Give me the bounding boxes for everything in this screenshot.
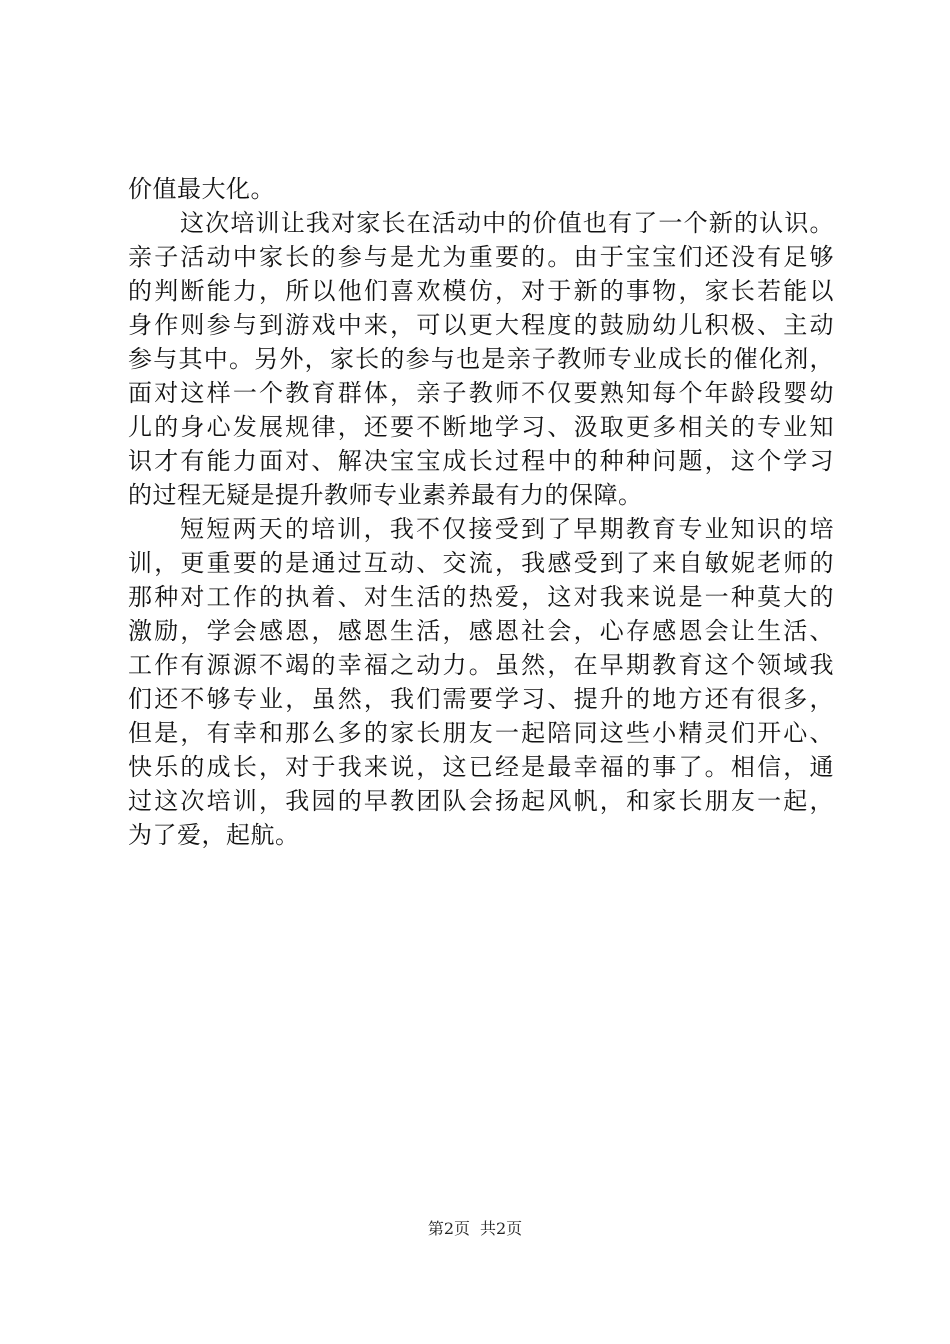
text-line: 身作则参与到游戏中来，可以更大程度的鼓励幼儿积极、主动: [128, 311, 834, 339]
text-line: 训，更重要的是通过互动、交流，我感受到了来自敏妮老师的: [128, 549, 834, 577]
text-line: 价值最大化。: [128, 175, 275, 203]
text-line: 快乐的成长，对于我来说，这已经是最幸福的事了。相信，通: [128, 753, 834, 781]
text-line: 的过程无疑是提升教师专业素养最有力的保障。: [128, 481, 643, 509]
text-line: 为了爱，起航。: [128, 821, 300, 849]
text-line: 那种对工作的执着、对生活的热爱，这对我来说是一种莫大的: [128, 583, 834, 611]
document-body: [128, 172, 834, 852]
text-line: 儿的身心发展规律，还要不断地学习、汲取更多相关的专业知: [128, 413, 834, 441]
paragraph-first-line: 短短两天的培训，我不仅接受到了早期教育专业知识的培: [180, 515, 834, 543]
paragraph-first-line: 这次培训让我对家长在活动中的价值也有了一个新的认识。: [180, 209, 834, 237]
text-line: 过这次培训，我园的早教团队会扬起风帆，和家长朋友一起，: [128, 787, 834, 815]
page-number-current: 第2页: [427, 1219, 470, 1238]
text-line: 们还不够专业，虽然，我们需要学习、提升的地方还有很多，: [128, 685, 834, 713]
text-line: 亲子活动中家长的参与是尤为重要的。由于宝宝们还没有足够: [128, 243, 834, 271]
text-line: 识才有能力面对、解决宝宝成长过程中的种种问题，这个学习: [128, 447, 834, 475]
text-line: 面对这样一个教育群体，亲子教师不仅要熟知每个年龄段婴幼: [128, 379, 834, 407]
text-line: 的判断能力，所以他们喜欢模仿，对于新的事物，家长若能以: [128, 277, 834, 305]
text-line: 参与其中。另外，家长的参与也是亲子教师专业成长的催化剂，: [128, 345, 834, 373]
page-number-total: 共2页: [480, 1219, 523, 1238]
text-line: 但是，有幸和那么多的家长朋友一起陪同这些小精灵们开心、: [128, 719, 834, 747]
text-line: 激励，学会感恩，感恩生活，感恩社会，心存感恩会让生活、: [128, 617, 834, 645]
text-line: 工作有源源不竭的幸福之动力。虽然，在早期教育这个领域我: [128, 651, 834, 679]
page-footer: [0, 1216, 950, 1239]
